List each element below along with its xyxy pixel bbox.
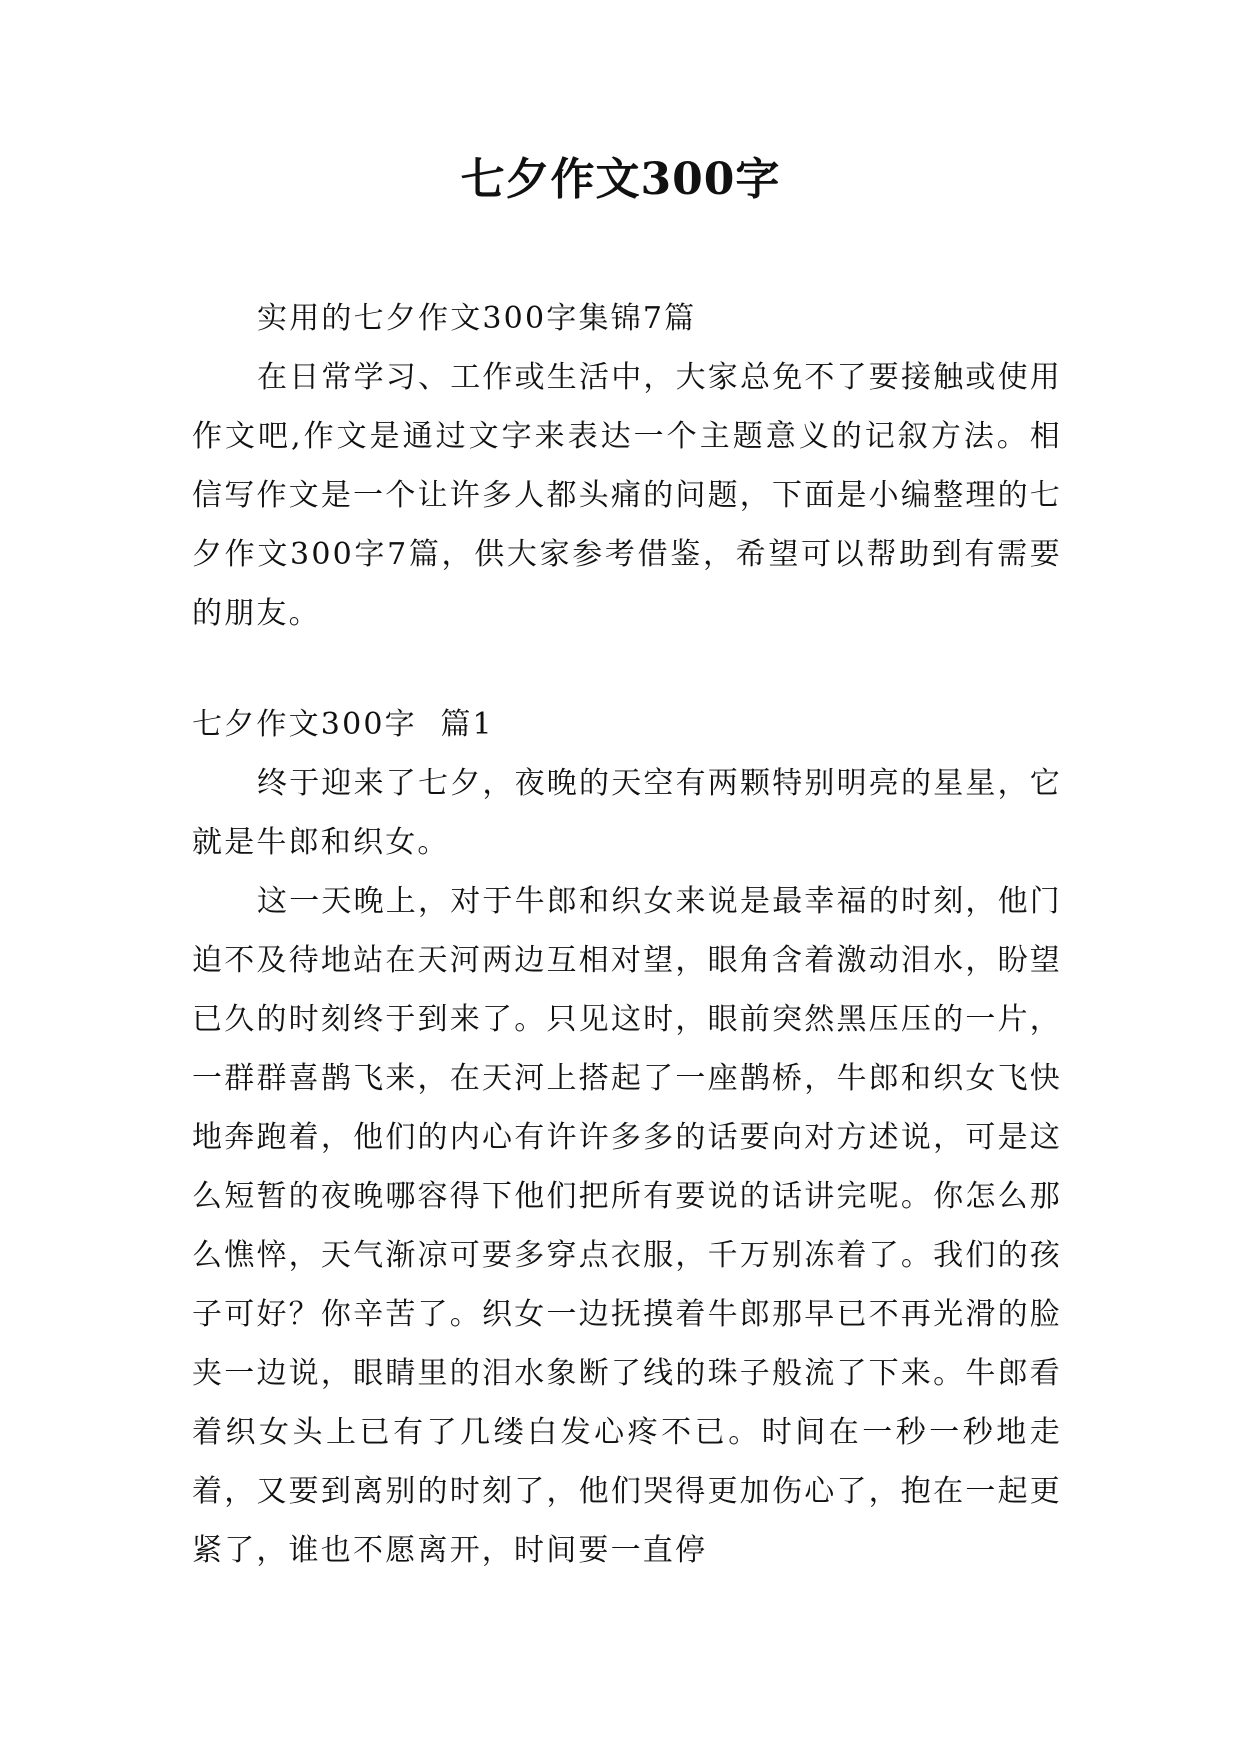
document-subtitle: 实用的七夕作文300字集锦7篇 [257,301,697,336]
section-heading: 七夕作文300字 篇1 [192,707,494,742]
paragraph-2: 这一天晚上，对于牛郎和织女来说是最幸福的时刻，他门迫不及待地站在天河两边互相对望，眼角含着激动泪水，盼望已久的时刻终于到来了。只见这时，眼前突然黑压压的一片，一群群喜鹊飞来，在天河上搭起了一座鹊桥，牛郎和织女飞快地奔跑着，他们的内心有许许多多的话要向对方述说，可是这么短暂的夜晚哪容得下他们把所有要说的话讲完呢。你怎么那么憔悴，天气渐凉可要多穿点衣服，千万别冻着了。我们的孩子可好？你辛苦了。织女一边抚摸着牛郎那早已不再光滑的脸夹一边说，眼睛里的泪水象断了线的珠子般流了下来。牛郎看着织女头上已有了几缕白发心疼不已。时间在一秒一秒地走着，又要到离别的时刻了，他们哭得更加伤心了，抱在一起更紧了，谁也不愿离开，时间要一直停 [192,884,1062,1568]
intro-paragraph: 在日常学习、工作或生活中，大家总免不了要接触或使用作文吧,作文是通过文字来表达一个主题意义的记叙方法。相信写作文是一个让许多人都头痛的问题，下面是小编整理的七夕作文300字7篇，供大家参考借鉴，希望可以帮助到有需要的朋友。 [192,360,1062,631]
document-title: 七夕作文300字 [460,154,781,205]
paragraph-1: 终于迎来了七夕，夜晚的天空有两颗特别明亮的星星，它就是牛郎和织女。 [192,766,1062,860]
